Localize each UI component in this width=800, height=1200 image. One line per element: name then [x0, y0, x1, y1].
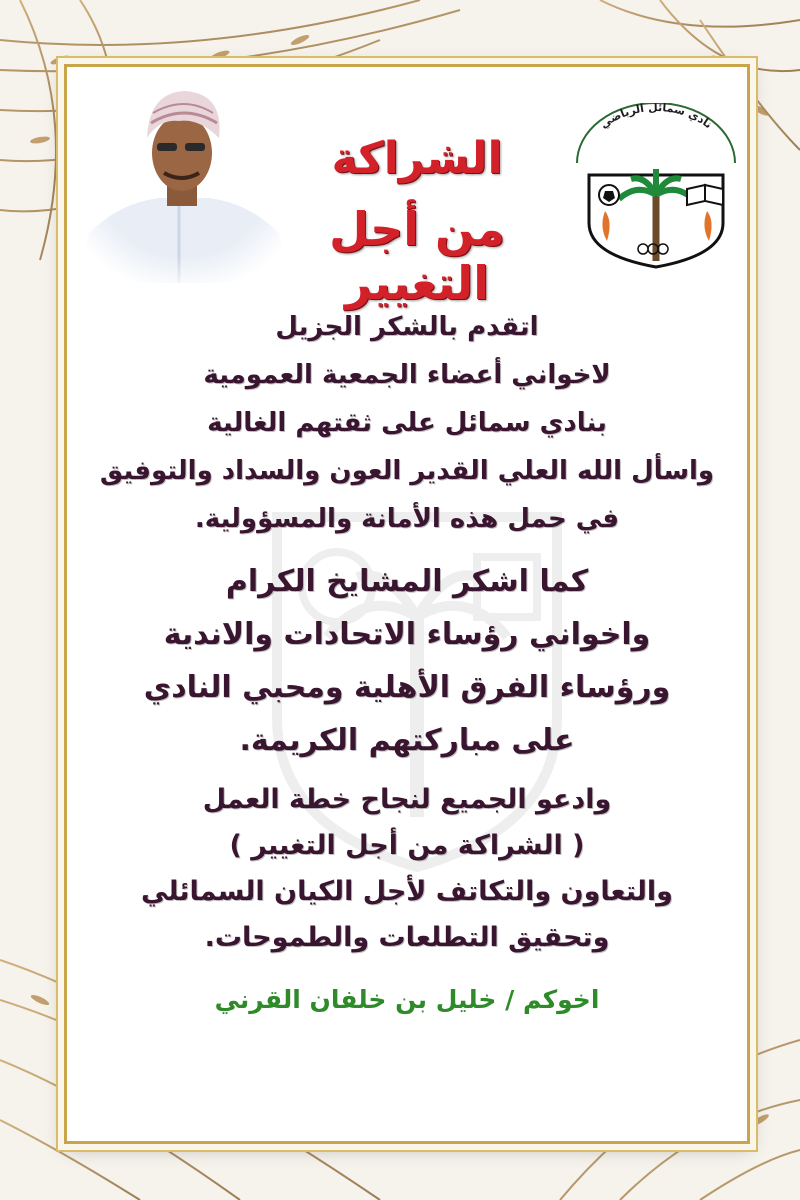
message-body [77, 303, 737, 961]
text-line: في حمل هذه الأمانة والمسؤولية. [194, 504, 620, 534]
paragraph-invitation [77, 777, 737, 961]
paragraph-thanks-members [77, 303, 737, 543]
paragraph-thanks-sheikhs [77, 555, 737, 767]
text-line: واسأل الله العلي القدير العون والسداد والتوفيق [99, 456, 715, 486]
text-line: كما اشكر المشايخ الكرام [225, 564, 589, 599]
svg-text:نادي سمائل الرياضي [598, 103, 715, 131]
message-card [64, 64, 750, 1144]
logo-ring-text: نادي سمائل الرياضي [597, 103, 715, 132]
title-line-1: الشراكة [331, 133, 503, 184]
text-line: بنادي سمائل على ثقتهم الغالية [207, 408, 607, 438]
title-line-2: من أجل التغيير [329, 202, 505, 310]
text-line: والتعاون والتكاتف لأجل الكيان السمائلي [141, 876, 673, 907]
text-line: على مباركتهم الكريمة. [239, 723, 575, 758]
text-line: ( الشراكة من أجل التغيير ) [229, 830, 585, 861]
club-logo [567, 103, 745, 269]
text-line: ورؤساء الفرق الأهلية ومحبي النادي [143, 670, 671, 705]
text-line: وادعو الجميع لنجاح خطة العمل [202, 784, 612, 815]
text-line: وتحقيق التطلعات والطموحات. [204, 922, 610, 953]
text-line: اتقدم بالشكر الجزيل [275, 312, 539, 342]
signature: اخوكم / خليل بن خلفان القرني [214, 985, 600, 1014]
text-line: لاخواني أعضاء الجمعية العمومية [203, 360, 611, 390]
text-line: واخواني رؤساء الاتحادات والاندية [163, 617, 651, 652]
